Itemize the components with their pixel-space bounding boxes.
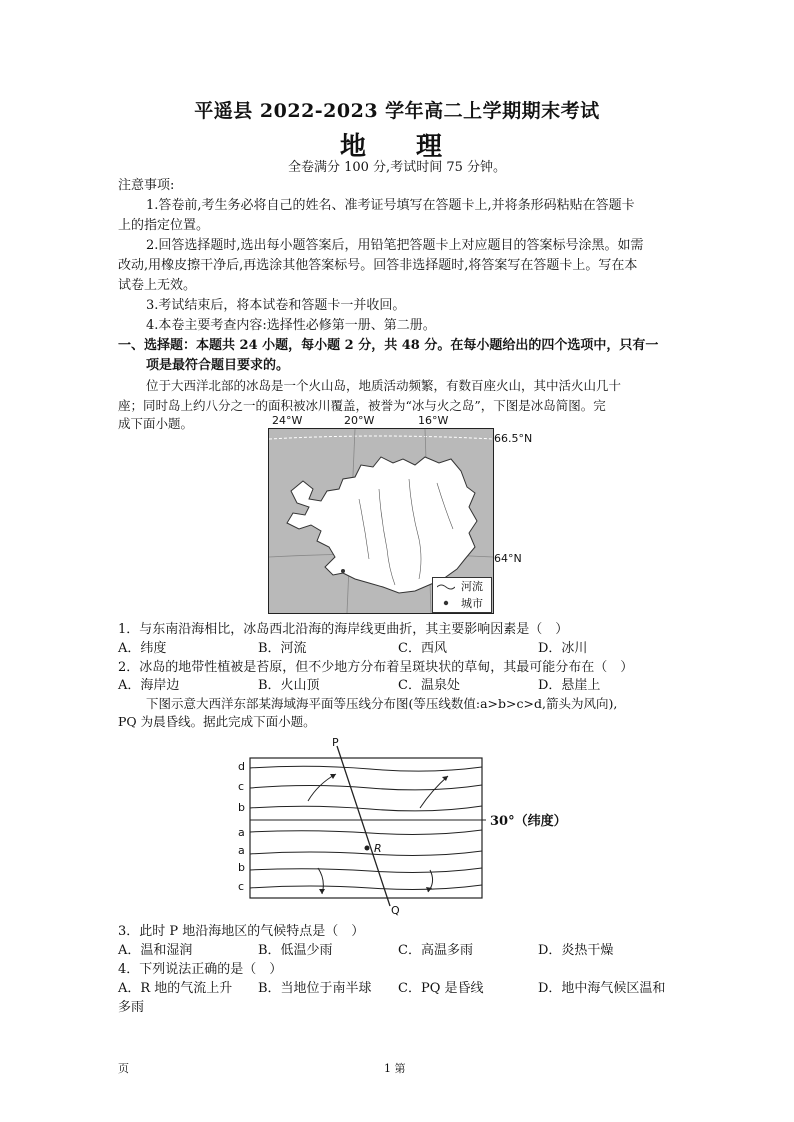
option-c: C．西风: [398, 641, 447, 656]
exam-title: 平遥县 2022-2023 学年高二上学期期末考试: [194, 100, 600, 122]
option-d: D．悬崖上: [538, 678, 601, 693]
passage-line: 座；同时岛上约八分之一的面积被冰川覆盖，被誉为“冰与火之岛”，下图是冰岛简图。完: [118, 398, 606, 413]
passage-line: PQ 为晨昏线。据此完成下面小题。: [118, 714, 316, 729]
option-b: B．低温少雨: [258, 943, 333, 958]
note-line: 4.本卷主要考查内容:选择性必修第一册、第二册。: [146, 318, 436, 333]
legend-river-label: 河流: [461, 580, 483, 593]
option-d: D．冰川: [538, 641, 588, 656]
map-legend: [432, 577, 492, 613]
passage-line: 位于大西洋北部的冰岛是一个火山岛，地质活动频繁，有数百座火山，其中活火山几十: [146, 378, 622, 393]
isobar-label: a: [238, 844, 245, 857]
point-p-label: P: [332, 736, 339, 749]
isobar-label: b: [238, 801, 245, 814]
option-a: A．海岸边: [118, 678, 180, 693]
section-heading: 一、选择题：本题共 24 小题，每小题 2 分，共 48 分。在每小题给出的四个选项中，只有一: [118, 338, 659, 353]
option-d: D．炎热干燥: [538, 943, 614, 958]
isobar-label: c: [238, 880, 245, 893]
option-d: D．地中海气候区温和: [538, 981, 666, 996]
notes-heading: 注意事项:: [118, 178, 175, 193]
river-legend-icon: [437, 583, 455, 591]
footer-page: 1 第: [384, 1062, 406, 1075]
subject-title: 地 理: [339, 132, 454, 162]
lat-label: 66.5°N: [494, 432, 533, 445]
note-line: 上的指定位置。: [118, 218, 210, 233]
option-a: A．纬度: [118, 641, 167, 656]
option-c: C．PQ 是昏线: [398, 981, 484, 996]
question-stem: 3．此时 P 地沿海地区的气候特点是（ ）: [118, 924, 365, 939]
note-line: 试卷上无效。: [118, 278, 197, 293]
section-heading: 项是最符合题目要求的。: [146, 358, 290, 373]
question-stem: 2．冰岛的地带性植被是苔原，但不少地方分布着呈斑块状的草甸，其最可能分布在（ ）: [118, 660, 634, 675]
lon-label: 16°W: [418, 414, 449, 427]
option-a: A．R 地的气流上升: [118, 981, 233, 996]
option-continuation: 多雨: [118, 1000, 145, 1015]
isobar-label: c: [238, 780, 245, 793]
iceland-shape: [287, 457, 477, 593]
legend-city-label: 城市: [461, 597, 483, 610]
note-line: 3.考试结束后，将本试卷和答题卡一并收回。: [146, 298, 406, 313]
note-line: 2.回答选择题时,选出每小题答案后，用铅笔把答题卡上对应题目的答案标号涂黑。如需: [146, 238, 644, 253]
point-r-label: R: [374, 842, 382, 855]
exam-info: 全卷满分 100 分,考试时间 75 分钟。: [287, 160, 507, 175]
option-c: C．温泉处: [398, 678, 460, 693]
note-line: 1.答卷前,考生务必将自己的姓名、准考证号填写在答题卡上,并将条形码粘贴在答题卡: [146, 198, 635, 213]
option-c: C．高温多雨: [398, 943, 473, 958]
isobar-label: d: [238, 760, 245, 773]
city-legend-icon: [442, 599, 450, 607]
isobar-label: b: [238, 861, 245, 874]
passage-line: 下图示意大西洋东部某海域海平面等压线分布图(等压线数值:a>b>c>d,箭头为风向),: [146, 696, 618, 711]
option-b: B．河流: [258, 641, 307, 656]
question-stem: 1．与东南沿海相比，冰岛西北沿海的海岸线更曲折，其主要影响因素是（ ）: [118, 622, 569, 637]
footer-left: 页: [118, 1062, 129, 1075]
option-a: A．温和湿润: [118, 943, 193, 958]
lat-label: 64°N: [494, 552, 522, 565]
note-line: 改动,用橡皮擦干净后,再选涂其他答案标号。回答非选择题时,将答案写在答题卡上。写在本: [118, 258, 638, 273]
option-b: B．当地位于南半球: [258, 981, 372, 996]
latitude-label: 30°（纬度）: [490, 814, 567, 829]
passage-line: 成下面小题。: [118, 416, 194, 431]
lon-label: 24°W: [272, 414, 303, 427]
city-marker: [341, 569, 345, 573]
question-stem: 4．下列说法正确的是（ ）: [118, 962, 283, 977]
isobar-label: a: [238, 826, 245, 839]
lon-label: 20°W: [344, 414, 375, 427]
option-b: B．火山顶: [258, 678, 320, 693]
point-q-label: Q: [391, 904, 400, 917]
